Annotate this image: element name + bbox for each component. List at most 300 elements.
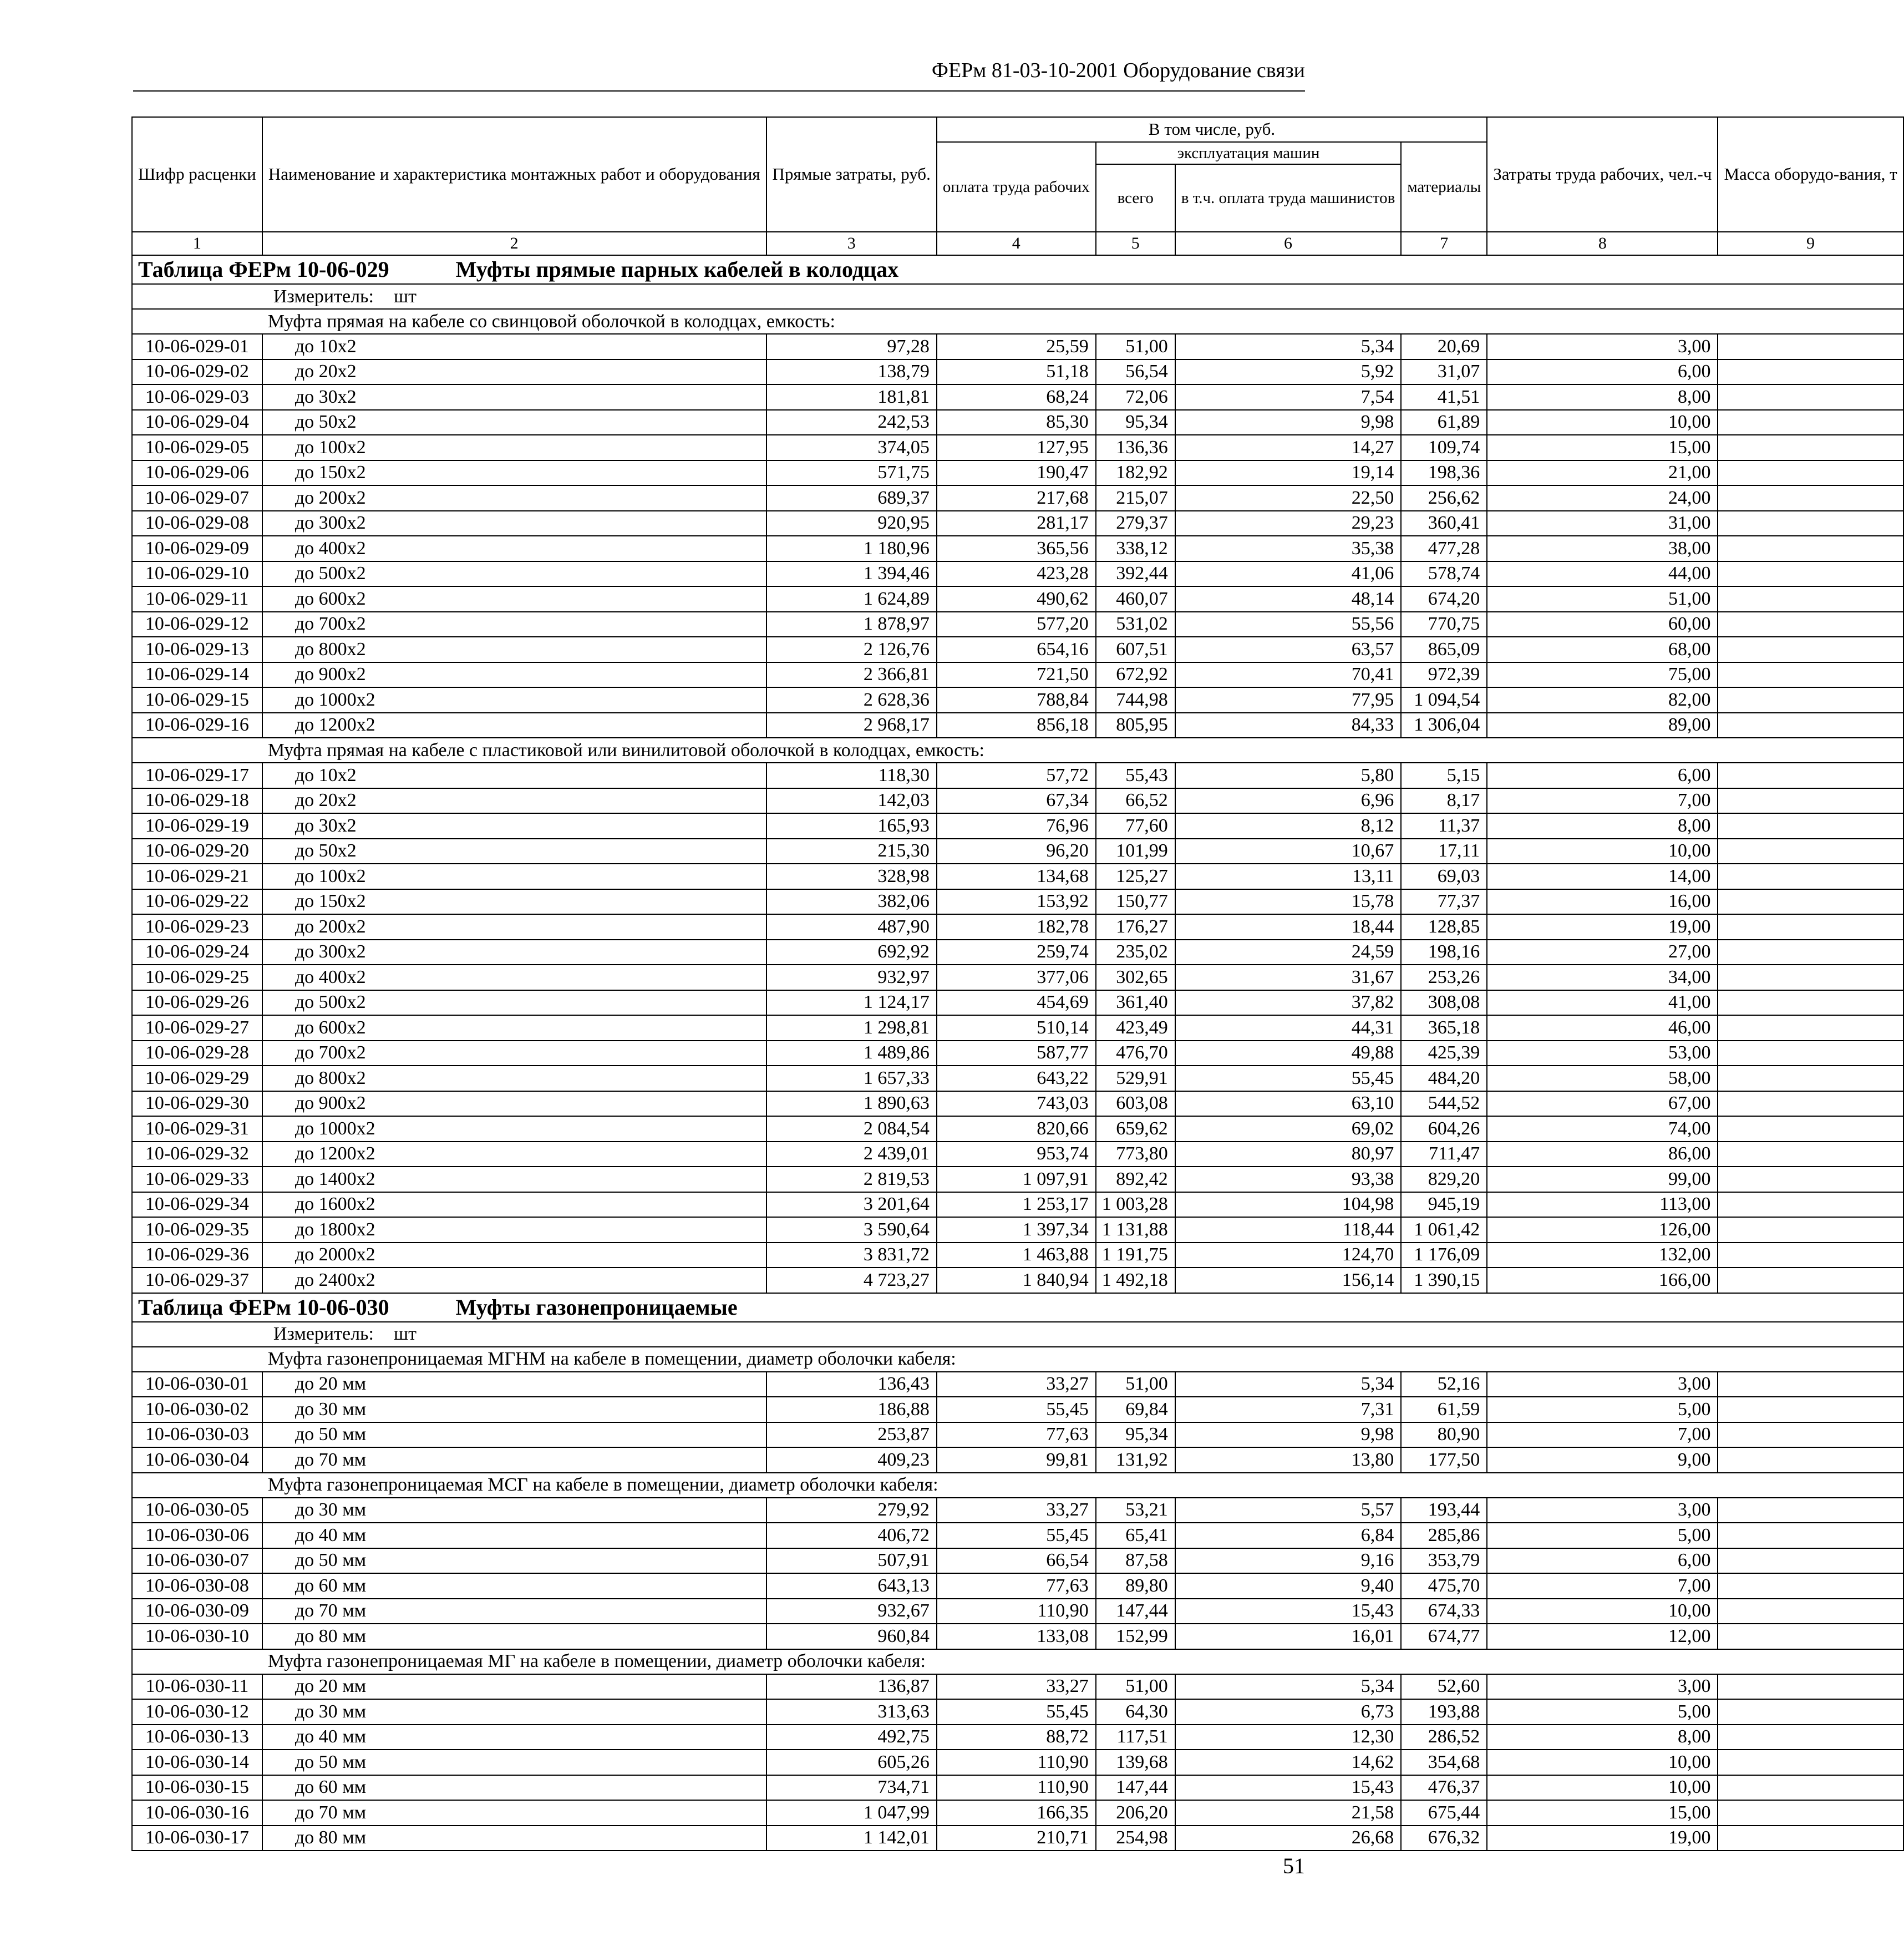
work-name: до 200х2 <box>262 485 766 511</box>
machinist-pay: 8,12 <box>1175 813 1402 839</box>
materials: 193,44 <box>1401 1498 1487 1523</box>
meter-row <box>132 1322 1903 1347</box>
labor-pay: 182,78 <box>937 914 1096 940</box>
table-row <box>132 1523 1903 1548</box>
machinist-pay: 13,80 <box>1175 1447 1402 1473</box>
labor-hours: 51,00 <box>1487 586 1718 612</box>
direct-costs: 118,30 <box>766 763 937 788</box>
work-name: до 150х2 <box>262 460 766 486</box>
labor-pay: 57,72 <box>937 763 1096 788</box>
labor-pay: 110,90 <box>937 1775 1096 1801</box>
machine-total: 136,36 <box>1096 435 1175 460</box>
rate-code: 10-06-030-11 <box>132 1674 262 1700</box>
table-row <box>132 864 1903 889</box>
equipment-mass <box>1718 1243 1903 1268</box>
labor-pay: 110,90 <box>937 1750 1096 1775</box>
equipment-mass <box>1718 1041 1903 1066</box>
section-name: Муфты газонепроницаемые <box>455 1294 738 1320</box>
machine-total: 1 191,75 <box>1096 1243 1175 1268</box>
labor-hours: 86,00 <box>1487 1142 1718 1167</box>
equipment-mass <box>1718 637 1903 662</box>
rate-code: 10-06-029-24 <box>132 940 262 965</box>
direct-costs: 3 831,72 <box>766 1243 937 1268</box>
machine-total: 607,51 <box>1096 637 1175 662</box>
direct-costs: 605,26 <box>766 1750 937 1775</box>
machinist-pay: 63,10 <box>1175 1091 1402 1117</box>
labor-pay: 643,22 <box>937 1066 1096 1091</box>
rate-code: 10-06-029-37 <box>132 1268 262 1293</box>
work-name: до 80 мм <box>262 1826 766 1851</box>
labor-pay: 76,96 <box>937 813 1096 839</box>
machinist-pay: 69,02 <box>1175 1116 1402 1142</box>
work-name: до 10х2 <box>262 763 766 788</box>
machine-total: 302,65 <box>1096 965 1175 990</box>
machinist-pay: 15,78 <box>1175 889 1402 915</box>
labor-hours: 14,00 <box>1487 864 1718 889</box>
labor-pay: 55,45 <box>937 1699 1096 1725</box>
equipment-mass <box>1718 1015 1903 1041</box>
machinist-pay: 31,67 <box>1175 965 1402 990</box>
machine-total: 531,02 <box>1096 612 1175 637</box>
group-subheading: Муфта прямая на кабеле со свинцовой оболочкой в колодцах, емкость: <box>262 309 1903 334</box>
equipment-mass <box>1718 1624 1903 1649</box>
materials: 5,15 <box>1401 763 1487 788</box>
equipment-mass <box>1718 460 1903 486</box>
labor-hours: 89,00 <box>1487 713 1718 738</box>
labor-hours: 53,00 <box>1487 1041 1718 1066</box>
labor-pay: 110,90 <box>937 1599 1096 1624</box>
equipment-mass <box>1718 1091 1903 1117</box>
group-subheading-row <box>132 309 1903 334</box>
machinist-pay: 7,31 <box>1175 1397 1402 1422</box>
labor-hours: 6,00 <box>1487 359 1718 385</box>
work-name: до 1400х2 <box>262 1167 766 1192</box>
equipment-mass <box>1718 1268 1903 1293</box>
machine-total: 101,99 <box>1096 839 1175 864</box>
equipment-mass <box>1718 1397 1903 1422</box>
materials: 177,50 <box>1401 1447 1487 1473</box>
meter-label: Измеритель: <box>273 1324 374 1344</box>
machine-total: 659,62 <box>1096 1116 1175 1142</box>
materials: 20,69 <box>1401 334 1487 359</box>
work-name: до 20 мм <box>262 1372 766 1397</box>
table-row <box>132 410 1903 435</box>
rate-code: 10-06-030-12 <box>132 1699 262 1725</box>
machine-total: 892,42 <box>1096 1167 1175 1192</box>
labor-hours: 6,00 <box>1487 763 1718 788</box>
table-row <box>132 1422 1903 1448</box>
rate-code: 10-06-029-20 <box>132 839 262 864</box>
rate-code: 10-06-030-09 <box>132 1599 262 1624</box>
machine-total: 215,07 <box>1096 485 1175 511</box>
rate-code: 10-06-029-36 <box>132 1243 262 1268</box>
work-name: до 40 мм <box>262 1523 766 1548</box>
equipment-mass <box>1718 1800 1903 1826</box>
materials: 674,20 <box>1401 586 1487 612</box>
rate-code: 10-06-029-27 <box>132 1015 262 1041</box>
rate-code: 10-06-029-31 <box>132 1116 262 1142</box>
labor-pay: 133,08 <box>937 1624 1096 1649</box>
equipment-mass <box>1718 1548 1903 1574</box>
work-name: до 900х2 <box>262 1091 766 1117</box>
work-name: до 50 мм <box>262 1548 766 1574</box>
direct-costs: 2 084,54 <box>766 1116 937 1142</box>
equipment-mass <box>1718 788 1903 814</box>
materials: 425,39 <box>1401 1041 1487 1066</box>
machinist-pay: 44,31 <box>1175 1015 1402 1041</box>
col-number: 6 <box>1175 232 1402 255</box>
equipment-mass <box>1718 1372 1903 1397</box>
labor-hours: 5,00 <box>1487 1699 1718 1725</box>
materials: 308,08 <box>1401 990 1487 1016</box>
materials: 1 176,09 <box>1401 1243 1487 1268</box>
machine-total: 279,37 <box>1096 511 1175 536</box>
table-row <box>132 839 1903 864</box>
direct-costs: 643,13 <box>766 1573 937 1599</box>
equipment-mass <box>1718 485 1903 511</box>
direct-costs: 253,87 <box>766 1422 937 1448</box>
table-row <box>132 1116 1903 1142</box>
labor-pay: 33,27 <box>937 1498 1096 1523</box>
rate-code: 10-06-030-16 <box>132 1800 262 1826</box>
table-row <box>132 1066 1903 1091</box>
direct-costs: 138,79 <box>766 359 937 385</box>
direct-costs: 689,37 <box>766 485 937 511</box>
machinist-pay: 21,58 <box>1175 1800 1402 1826</box>
labor-hours: 38,00 <box>1487 536 1718 561</box>
work-name: до 70 мм <box>262 1800 766 1826</box>
work-name: до 150х2 <box>262 889 766 915</box>
machine-total: 131,92 <box>1096 1447 1175 1473</box>
materials: 61,89 <box>1401 410 1487 435</box>
machine-total: 139,68 <box>1096 1750 1175 1775</box>
work-name: до 50х2 <box>262 839 766 864</box>
work-name: до 300х2 <box>262 940 766 965</box>
rate-code: 10-06-030-13 <box>132 1725 262 1750</box>
direct-costs: 960,84 <box>766 1624 937 1649</box>
work-name: до 800х2 <box>262 1066 766 1091</box>
work-name: до 70 мм <box>262 1599 766 1624</box>
rate-code: 10-06-029-30 <box>132 1091 262 1117</box>
machine-total: 66,52 <box>1096 788 1175 814</box>
machine-total: 77,60 <box>1096 813 1175 839</box>
machinist-pay: 41,06 <box>1175 561 1402 587</box>
labor-hours: 10,00 <box>1487 1599 1718 1624</box>
machinist-pay: 93,38 <box>1175 1167 1402 1192</box>
subheading-blank <box>132 309 262 334</box>
labor-pay: 127,95 <box>937 435 1096 460</box>
meter-unit: шт <box>394 1324 417 1344</box>
labor-hours: 3,00 <box>1487 1498 1718 1523</box>
header-equipment-mass: Масса оборудо-вания, т <box>1718 117 1903 232</box>
materials: 477,28 <box>1401 536 1487 561</box>
machinist-pay: 63,57 <box>1175 637 1402 662</box>
rate-code: 10-06-029-32 <box>132 1142 262 1167</box>
rate-code: 10-06-029-02 <box>132 359 262 385</box>
col-number: 4 <box>937 232 1096 255</box>
rate-code: 10-06-030-17 <box>132 1826 262 1851</box>
materials: 128,85 <box>1401 914 1487 940</box>
labor-pay: 587,77 <box>937 1041 1096 1066</box>
machinist-pay: 5,57 <box>1175 1498 1402 1523</box>
labor-pay: 99,81 <box>937 1447 1096 1473</box>
table-row <box>132 536 1903 561</box>
group-subheading: Муфта газонепроницаемая МСГ на кабеле в помещении, диаметр оболочки кабеля: <box>262 1473 1903 1498</box>
equipment-mass <box>1718 1447 1903 1473</box>
work-name: до 500х2 <box>262 990 766 1016</box>
work-name: до 30х2 <box>262 384 766 410</box>
materials: 544,52 <box>1401 1091 1487 1117</box>
direct-costs: 492,75 <box>766 1725 937 1750</box>
work-name: до 100х2 <box>262 435 766 460</box>
machine-total: 805,95 <box>1096 713 1175 738</box>
machine-total: 51,00 <box>1096 334 1175 359</box>
machinist-pay: 48,14 <box>1175 586 1402 612</box>
labor-pay: 510,14 <box>937 1015 1096 1041</box>
work-name: до 30 мм <box>262 1397 766 1422</box>
work-name: до 30 мм <box>262 1699 766 1725</box>
table-row <box>132 1041 1903 1066</box>
labor-hours: 7,00 <box>1487 788 1718 814</box>
machine-total: 95,34 <box>1096 1422 1175 1448</box>
rate-code: 10-06-030-05 <box>132 1498 262 1523</box>
group-subheading: Муфта прямая на кабеле с пластиковой или винилитовой оболочкой в колодцах, емкость: <box>262 738 1903 763</box>
labor-hours: 7,00 <box>1487 1422 1718 1448</box>
equipment-mass <box>1718 687 1903 713</box>
machinist-pay: 5,34 <box>1175 1674 1402 1700</box>
labor-hours: 8,00 <box>1487 813 1718 839</box>
rate-code: 10-06-029-34 <box>132 1192 262 1218</box>
machine-total: 176,27 <box>1096 914 1175 940</box>
table-row <box>132 1750 1903 1775</box>
labor-hours: 82,00 <box>1487 687 1718 713</box>
materials: 198,36 <box>1401 460 1487 486</box>
machine-total: 206,20 <box>1096 1800 1175 1826</box>
machinist-pay: 12,30 <box>1175 1725 1402 1750</box>
direct-costs: 97,28 <box>766 334 937 359</box>
labor-hours: 3,00 <box>1487 334 1718 359</box>
machinist-pay: 118,44 <box>1175 1217 1402 1243</box>
subheading-blank <box>132 738 262 763</box>
machine-total: 56,54 <box>1096 359 1175 385</box>
machine-total: 95,34 <box>1096 410 1175 435</box>
rate-code: 10-06-029-18 <box>132 788 262 814</box>
direct-costs: 3 590,64 <box>766 1217 937 1243</box>
rate-code: 10-06-030-08 <box>132 1573 262 1599</box>
col-number: 2 <box>262 232 766 255</box>
direct-costs: 242,53 <box>766 410 937 435</box>
materials: 360,41 <box>1401 511 1487 536</box>
meter-blank <box>132 284 262 309</box>
labor-hours: 34,00 <box>1487 965 1718 990</box>
subheading-blank <box>132 1347 262 1372</box>
rate-code: 10-06-029-26 <box>132 990 262 1016</box>
labor-hours: 58,00 <box>1487 1066 1718 1091</box>
machine-total: 476,70 <box>1096 1041 1175 1066</box>
header-machine-operation: эксплуатация машин <box>1096 142 1402 164</box>
rate-code: 10-06-030-04 <box>132 1447 262 1473</box>
materials: 17,11 <box>1401 839 1487 864</box>
table-row <box>132 1624 1903 1649</box>
direct-costs: 186,88 <box>766 1397 937 1422</box>
rate-code: 10-06-029-10 <box>132 561 262 587</box>
direct-costs: 406,72 <box>766 1523 937 1548</box>
section-title-row <box>132 255 1903 284</box>
machinist-pay: 49,88 <box>1175 1041 1402 1066</box>
materials: 69,03 <box>1401 864 1487 889</box>
machine-total: 150,77 <box>1096 889 1175 915</box>
machine-total: 51,00 <box>1096 1674 1175 1700</box>
work-name: до 20х2 <box>262 359 766 385</box>
equipment-mass <box>1718 359 1903 385</box>
work-name: до 700х2 <box>262 1041 766 1066</box>
work-name: до 70 мм <box>262 1447 766 1473</box>
rate-code: 10-06-029-08 <box>132 511 262 536</box>
rate-code: 10-06-029-07 <box>132 485 262 511</box>
equipment-mass <box>1718 1750 1903 1775</box>
materials: 11,37 <box>1401 813 1487 839</box>
machine-total: 53,21 <box>1096 1498 1175 1523</box>
labor-pay: 365,56 <box>937 536 1096 561</box>
table-row <box>132 1725 1903 1750</box>
direct-costs: 1 180,96 <box>766 536 937 561</box>
labor-pay: 190,47 <box>937 460 1096 486</box>
work-name: до 700х2 <box>262 612 766 637</box>
rate-code: 10-06-029-25 <box>132 965 262 990</box>
group-subheading: Муфта газонепроницаемая МГНМ на кабеле в помещении, диаметр оболочки кабеля: <box>262 1347 1903 1372</box>
equipment-mass <box>1718 1775 1903 1801</box>
rate-code: 10-06-030-15 <box>132 1775 262 1801</box>
labor-hours: 8,00 <box>1487 1725 1718 1750</box>
direct-costs: 1 394,46 <box>766 561 937 587</box>
rate-code: 10-06-030-01 <box>132 1372 262 1397</box>
table-row <box>132 1372 1903 1397</box>
direct-costs: 2 126,76 <box>766 637 937 662</box>
meter-blank <box>132 1322 262 1347</box>
equipment-mass <box>1718 940 1903 965</box>
direct-costs: 279,92 <box>766 1498 937 1523</box>
table-row <box>132 965 1903 990</box>
direct-costs: 3 201,64 <box>766 1192 937 1218</box>
labor-hours: 10,00 <box>1487 1750 1718 1775</box>
equipment-mass <box>1718 410 1903 435</box>
column-number-row <box>132 232 1903 255</box>
table-row <box>132 334 1903 359</box>
header-machine-total: всего <box>1096 164 1175 232</box>
col-number: 9 <box>1718 232 1903 255</box>
materials: 52,16 <box>1401 1372 1487 1397</box>
machine-total: 392,44 <box>1096 561 1175 587</box>
labor-pay: 721,50 <box>937 662 1096 688</box>
equipment-mass <box>1718 334 1903 359</box>
labor-hours: 19,00 <box>1487 1826 1718 1851</box>
rate-code: 10-06-029-16 <box>132 713 262 738</box>
table-row <box>132 687 1903 713</box>
machinist-pay: 29,23 <box>1175 511 1402 536</box>
work-name: до 2400х2 <box>262 1268 766 1293</box>
machine-total: 87,58 <box>1096 1548 1175 1574</box>
labor-hours: 3,00 <box>1487 1372 1718 1397</box>
machinist-pay: 55,56 <box>1175 612 1402 637</box>
work-name: до 900х2 <box>262 662 766 688</box>
table-row <box>132 1015 1903 1041</box>
work-name: до 50 мм <box>262 1422 766 1448</box>
machine-total: 1 003,28 <box>1096 1192 1175 1218</box>
labor-hours: 46,00 <box>1487 1015 1718 1041</box>
materials: 52,60 <box>1401 1674 1487 1700</box>
labor-pay: 953,74 <box>937 1142 1096 1167</box>
work-name: до 10х2 <box>262 334 766 359</box>
machinist-pay: 9,16 <box>1175 1548 1402 1574</box>
table-row <box>132 1167 1903 1192</box>
work-name: до 50х2 <box>262 410 766 435</box>
machinist-pay: 5,80 <box>1175 763 1402 788</box>
table-row <box>132 1775 1903 1801</box>
labor-hours: 27,00 <box>1487 940 1718 965</box>
table-row <box>132 511 1903 536</box>
labor-hours: 75,00 <box>1487 662 1718 688</box>
direct-costs: 1 298,81 <box>766 1015 937 1041</box>
rate-code: 10-06-030-10 <box>132 1624 262 1649</box>
direct-costs: 328,98 <box>766 864 937 889</box>
labor-pay: 788,84 <box>937 687 1096 713</box>
labor-pay: 454,69 <box>937 990 1096 1016</box>
equipment-mass <box>1718 1674 1903 1700</box>
machine-total: 182,92 <box>1096 460 1175 486</box>
equipment-mass <box>1718 1142 1903 1167</box>
machinist-pay: 55,45 <box>1175 1066 1402 1091</box>
materials: 676,32 <box>1401 1826 1487 1851</box>
labor-hours: 5,00 <box>1487 1397 1718 1422</box>
labor-pay: 51,18 <box>937 359 1096 385</box>
machinist-pay: 124,70 <box>1175 1243 1402 1268</box>
work-name: до 300х2 <box>262 511 766 536</box>
materials: 865,09 <box>1401 637 1487 662</box>
labor-pay: 55,45 <box>937 1397 1096 1422</box>
header-direct-costs: Прямые затраты, руб. <box>766 117 937 232</box>
labor-pay: 1 397,34 <box>937 1217 1096 1243</box>
machine-total: 773,80 <box>1096 1142 1175 1167</box>
machinist-pay: 6,84 <box>1175 1523 1402 1548</box>
section-name: Муфты прямые парных кабелей в колодцах <box>455 257 899 282</box>
machinist-pay: 9,98 <box>1175 1422 1402 1448</box>
direct-costs: 920,95 <box>766 511 937 536</box>
machine-total: 51,00 <box>1096 1372 1175 1397</box>
equipment-mass <box>1718 990 1903 1016</box>
labor-pay: 134,68 <box>937 864 1096 889</box>
materials: 354,68 <box>1401 1750 1487 1775</box>
machine-total: 603,08 <box>1096 1091 1175 1117</box>
labor-pay: 1 463,88 <box>937 1243 1096 1268</box>
work-name: до 2000х2 <box>262 1243 766 1268</box>
section-code: Таблица ФЕРм 10-06-029 <box>138 257 389 282</box>
labor-pay: 66,54 <box>937 1548 1096 1574</box>
table-row <box>132 1699 1903 1725</box>
equipment-mass <box>1718 1599 1903 1624</box>
header-labor-pay: оплата труда рабочих <box>937 142 1096 232</box>
work-name: до 1600х2 <box>262 1192 766 1218</box>
machine-total: 117,51 <box>1096 1725 1175 1750</box>
table-row <box>132 713 1903 738</box>
labor-hours: 132,00 <box>1487 1243 1718 1268</box>
direct-costs: 1 657,33 <box>766 1066 937 1091</box>
direct-costs: 507,91 <box>766 1548 937 1574</box>
table-row <box>132 384 1903 410</box>
machinist-pay: 26,68 <box>1175 1826 1402 1851</box>
work-name: до 800х2 <box>262 637 766 662</box>
machinist-pay: 10,67 <box>1175 839 1402 864</box>
table-row <box>132 637 1903 662</box>
